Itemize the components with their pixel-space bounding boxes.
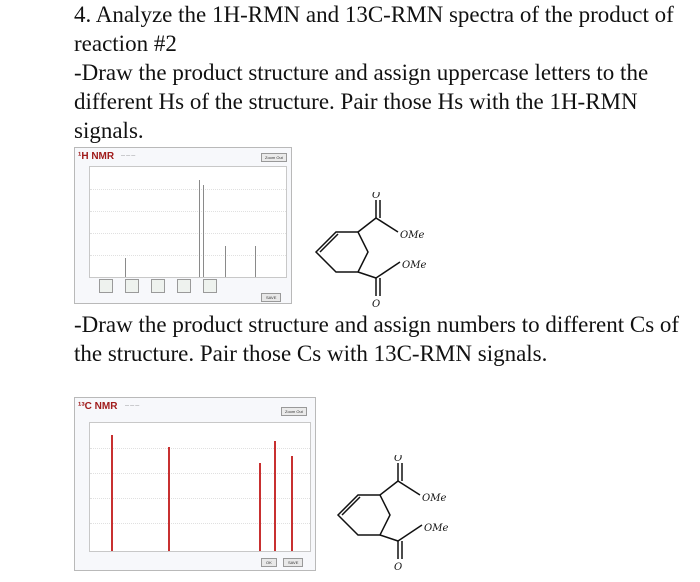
c-peak-2: [259, 463, 261, 551]
c-product-structure: [318, 455, 478, 573]
c-nmr-label: ¹³C NMR: [78, 401, 118, 412]
h-carbonyl-o-bottom: O: [372, 299, 381, 310]
c-nmr-meta: — — —: [125, 402, 140, 407]
h-nmr-meta: — — —: [121, 152, 136, 157]
h-peak-4: [255, 246, 256, 277]
h-nmr-panel: [74, 147, 292, 304]
c-ome-top: OMe: [422, 493, 447, 504]
c-peak-3: [274, 441, 276, 551]
h-peak-0: [125, 258, 126, 277]
h-product-structure: [296, 192, 456, 310]
c-carbonyl-o-top: O: [394, 455, 403, 464]
h-ome-bottom: OMe: [402, 260, 427, 271]
c-carbonyl-o-bottom: O: [394, 562, 403, 573]
diester-cyclohexene-structure-icon: [316, 200, 400, 296]
c-zoom-out-button[interactable]: Zoom Out: [281, 407, 307, 416]
c-nmr-plot: [89, 422, 311, 552]
c-ome-bottom: OMe: [424, 523, 449, 534]
c-save-button[interactable]: SAVE: [283, 558, 303, 567]
question-title: 4. Analyze the 1H-RMN and 13C-RMN spectra of the product of reaction #2: [74, 2, 674, 56]
h-save-button[interactable]: SAVE: [261, 293, 281, 302]
h-ome-top: OMe: [400, 230, 425, 241]
h-integration-row: [89, 279, 285, 291]
diester-cyclohexene-structure-icon: [338, 463, 422, 559]
c-peak-4: [291, 456, 293, 551]
c-instruction: -Draw the product structure and assign numbers to different Cs of the structure. Pair those Cs with 13C-RMN signals.: [74, 312, 680, 366]
h-nmr-label: ¹H NMR: [78, 151, 115, 162]
h-zoom-out-button[interactable]: Zoom Out: [261, 153, 287, 162]
h-peak-3: [225, 246, 226, 277]
c-nmr-panel: [74, 397, 316, 571]
h-carbonyl-o-top: O: [372, 192, 381, 201]
h-instruction: -Draw the product structure and assign uppercase letters to the different Hs of the structure. Pair those Hs with the 1H-RMN signals.: [74, 60, 649, 143]
c-peak-1: [168, 447, 170, 551]
h-nmr-plot: [89, 166, 287, 278]
c-ok-button[interactable]: OK: [261, 558, 277, 567]
h-peak-1: [199, 180, 200, 277]
c-peak-0: [111, 435, 113, 551]
h-peak-2: [203, 185, 204, 277]
